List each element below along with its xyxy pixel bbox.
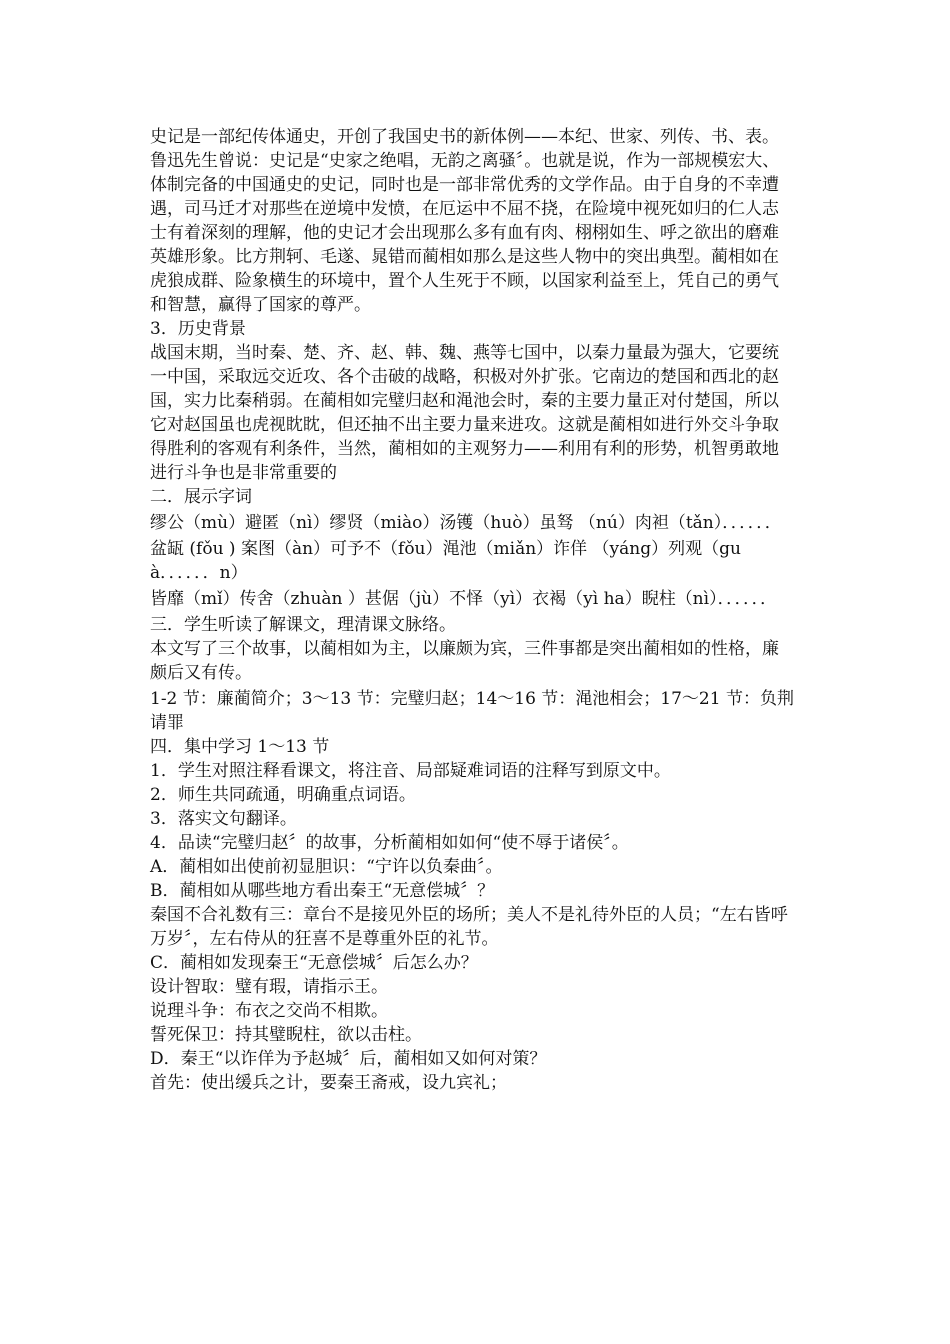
- paragraph-etiquette: 秦国不合礼数有三：章台不是接见外臣的场所；美人不是礼待外臣的人员；“左右皆呼万岁〞，左右侍从的狂喜不是尊重外臣的礼节。: [150, 905, 788, 949]
- paragraph-section-outline: 1-2 节：廉蔺简介；3～13 节：完璧归赵；14～16 节：渑池相会；17～21 节：负荆请罪: [150, 689, 794, 733]
- vocabulary-line-1: 缪公（mù）避匿（nì）缪贤（miào）汤镬（huò）虽驽 （nú）肉袒（tǎn）．．．．．．: [150, 513, 782, 533]
- vocabulary-line-3: 皆靡（mǐ）传舍（zhuàn ）甚倨（jù）不怿（yì）衣褐（yì ha）睨柱（nì）．．．．．．: [150, 589, 778, 609]
- strategy-line-2: 说理斗争：布衣之交尚不相欺。: [150, 1001, 388, 1021]
- heading-history-background: 3．历史背景: [150, 319, 246, 339]
- strategy-line-3: 誓死保卫：持其璧睨柱，欲以击柱。: [150, 1025, 422, 1045]
- paragraph-shiji-intro: 史记是一部纪传体通史，开创了我国史书的新体例——本纪、世家、列传、书、表。: [150, 127, 779, 147]
- list-item-3: 3．落实文句翻译。: [150, 809, 297, 829]
- paragraph-luxun-quote: 鲁迅先生曾说：史记是“史家之绝唱，无韵之离骚〞。也就是说，作为一部规模宏大、体制完备的中国通史的史记，同时也是一部非常优秀的文学作品。由于自身的不幸遭遇，司马迁才对那些在逆境中发愤，在厄运中不屈不挠，在险境中视死如归的仁人志士有着深刻的理解，他的史记才会出现那么多有血有肉、栩栩如生、呼之欲出的磨难英雄形象。比方荆轲、毛遂、晁错而蔺相如那么是这些人物中的突出典型。蔺相如在虎狼成群、险象横生的环境中，置个人生死于不顾，以国家利益至上，凭自己的勇气和智慧，赢得了国家的尊严。: [150, 151, 780, 315]
- heading-focused-study: 四．集中学习 1～13 节: [150, 737, 330, 757]
- paragraph-three-stories: 本文写了三个故事，以蔺相如为主，以廉颇为宾，三件事都是突出蔺相如的性格，廉颇后又有传。: [150, 639, 779, 683]
- list-item-1: 1．学生对照注释看课文，将注音、局部疑难词语的注释写到原文中。: [150, 761, 671, 781]
- paragraph-first-step: 首先：使出缓兵之计，要秦王斋戒，设九宾礼；: [150, 1073, 507, 1093]
- vocabulary-line-2: 盆缻 (fǒu ) 案图（àn）可予不（fǒu）渑池（miǎn）诈佯 （yáng）列观（guà．．．．．．n）: [150, 539, 741, 583]
- list-item-a: A．蔺相如出使前初显胆识：“宁许以负秦曲〞。: [150, 857, 503, 877]
- list-item-d: D．秦王“以诈佯为予赵城〞后，蔺相如又如何对策？: [150, 1049, 547, 1069]
- paragraph-warring-states: 战国末期，当时秦、楚、齐、赵、韩、魏、燕等七国中，以秦力量最为强大，它要统一中国，采取远交近攻、各个击破的战略，积极对外扩张。它南边的楚国和西北的赵国，实力比秦稍弱。在蔺相如完璧归赵和渑池会时，秦的主要力量正对付楚国，所以它对赵国虽也虎视眈眈，但还抽不出主要力量来进攻。这就是蔺相如进行外交斗争取得胜利的客观有利条件，当然，蔺相如的主观努力——利用有利的形势，机智勇敢地进行斗争也是非常重要的: [150, 343, 779, 483]
- document-body: [150, 125, 795, 1095]
- heading-listen-read: 三．学生听读了解课文，理清课文脉络。: [150, 615, 456, 635]
- list-item-c: C．蔺相如发现秦王“无意偿城〞后怎么办？: [150, 953, 478, 973]
- list-item-2: 2．师生共同疏通，明确重点词语。: [150, 785, 416, 805]
- heading-vocabulary: 二．展示字词: [150, 487, 252, 507]
- list-item-b: B．蔺相如从哪些地方看出秦王“无意偿城〞？: [150, 881, 495, 901]
- strategy-line-1: 设计智取：璧有瑕，请指示王。: [150, 977, 388, 997]
- list-item-4: 4．品读“完璧归赵〞的故事，分析蔺相如如何“使不辱于诸侯〞。: [150, 833, 629, 853]
